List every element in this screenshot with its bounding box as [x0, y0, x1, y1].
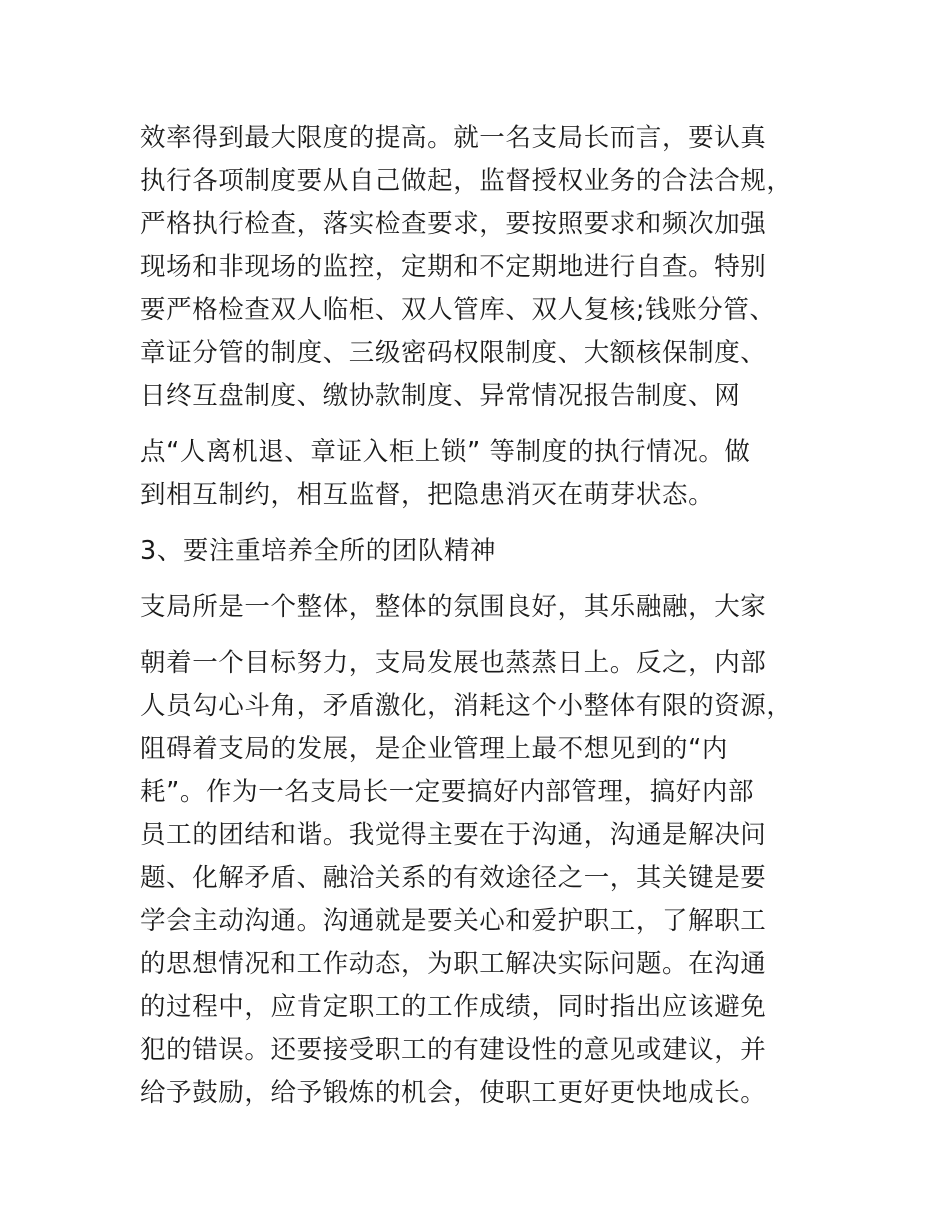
text-line: 章证分管的制度、三级密码权限制度、大额核保制度、	[140, 338, 767, 368]
text-line: 要严格检查双人临柜、双人管库、双人复核;钱账分管、	[140, 295, 776, 325]
text-line: 犯的错误。还要接受职工的有建设性的意见或建议，并	[140, 1035, 767, 1065]
text-line: 点“人离机退、章证入柜上锁” 等制度的执行情况。做	[140, 437, 751, 467]
text-line: 日终互盘制度、缴协款制度、异常情况报告制度、网	[140, 381, 741, 411]
text-line: 的过程中，应肯定职工的工作成绩，同时指出应该避免	[140, 992, 767, 1022]
text-line: 执行各项制度要从自己做起，监督授权业务的合法合规，	[140, 166, 793, 196]
section-heading: 3、要注重培养全所的团队精神	[140, 536, 497, 566]
text-line: 朝着一个目标努力，支局发展也蒸蒸日上。反之，内部	[140, 648, 767, 678]
text-line: 效率得到最大限度的提高。就一名支局长而言，要认真	[140, 123, 767, 153]
text-line: 现场和非现场的监控，定期和不定期地进行自查。特别	[140, 252, 767, 282]
text-line: 人员勾心斗角，矛盾激化，消耗这个小整体有限的资源，	[140, 691, 793, 721]
text-line: 到相互制约，相互监督，把隐患消灭在萌芽状态。	[140, 480, 715, 510]
text-line: 给予鼓励，给予锻炼的机会，使职工更好更快地成长。	[140, 1078, 767, 1108]
text-line: 支局所是一个整体，整体的氛围良好，其乐融融，大家	[140, 592, 767, 622]
text-line: 题、化解矛盾、融洽关系的有效途径之一，其关键是要	[140, 863, 767, 893]
text-line: 学会主动沟通。沟通就是要关心和爱护职工，了解职工	[140, 906, 767, 936]
text-line: 的思想情况和工作动态，为职工解决实际问题。在沟通	[140, 949, 767, 979]
text-line: 严格执行检查，落实检查要求，要按照要求和频次加强	[140, 209, 767, 239]
text-line: 阻碍着支局的发展，是企业管理上最不想见到的“内	[140, 734, 729, 764]
text-line: 耗”。作为一名支局长一定要搞好内部管理，搞好内部	[140, 777, 755, 807]
text-line: 员工的团结和谐。我觉得主要在于沟通，沟通是解决问	[140, 820, 767, 850]
